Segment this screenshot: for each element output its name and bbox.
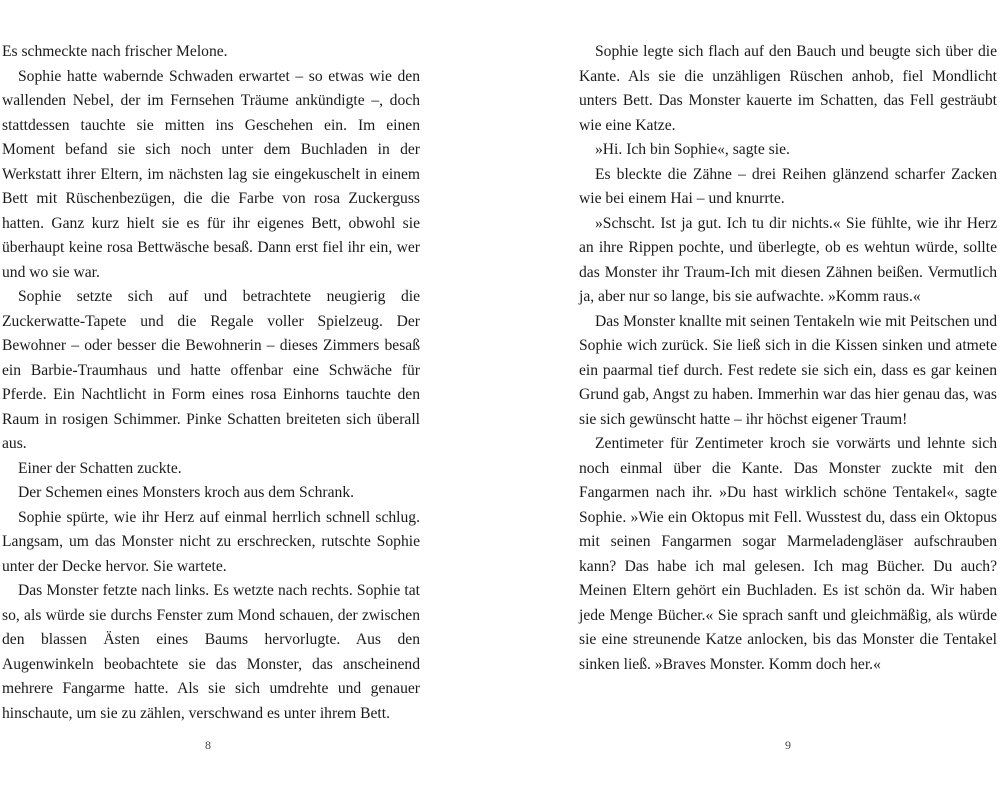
paragraph: »Schscht. Ist ja gut. Ich tu dir nichts.« Sie fühlte, wie ihr Herz an ihre Rippen pochte, und überlegte, ob es wehtun würde, sollte das Monster ihr Traum-Ich mit diesen Zähnen beißen. Vermutlich ja, aber nur so lange, bis sie aufwachte. »Komm raus.« (579, 214, 997, 305)
paragraph: Es schmeckte nach frischer Melone. (2, 43, 228, 60)
page-number-right: 9 (785, 738, 791, 752)
paragraph: Es bleckte die Zähne – drei Reihen glänzend scharfer Zacken wie bei einem Hai – und knurrte. (579, 165, 997, 207)
left-page (2, 40, 420, 760)
paragraph: Sophie spürte, wie ihr Herz auf einmal herrlich schnell schlug. Langsam, um das Monster nicht zu erschrecken, rutschte Sophie unter der Decke hervor. Sie wartete. (2, 508, 420, 575)
page-number-left: 8 (205, 738, 211, 752)
paragraph: Zentimeter für Zentimeter kroch sie vorwärts und lehnte sich noch einmal über die Kante. Das Monster zuckte mit den Fangarmen nach ihr. »Du hast wirklich schöne Tentakel«, sagte Sophie. »Wie ein Oktopus mit Fell. Wusstest du, dass ein Oktopus mit seinen Fangarmen sogar Marmeladengläser aufschrauben kann? Das habe ich mal gelesen. Ich mag Bücher. Du auch? Meinen Eltern gehört ein Buchladen. Es ist schön da. Wir haben jede Menge Bücher.« Sie sprach sanft und gleichmäßig, als würde sie eine streunende Katze anlocken, bis das Monster die Tentakel sinken ließ. »Braves Monster. Komm doch her.« (579, 435, 997, 673)
paragraph: »Hi. Ich bin Sophie«, sagte sie. (595, 141, 790, 158)
right-page (579, 40, 997, 760)
paragraph: Sophie hatte wabernde Schwaden erwartet – so etwas wie den wallenden Nebel, der im Fernsehen Träume ankündigte –, doch stattdessen tauchte sie mitten ins Geschehen ein. Im einen Moment befand sie sich noch unter dem Buchladen in der Werkstatt ihrer Eltern, im nächsten lag sie eingekuschelt in einem Bett mit Rüschenbezügen, die die Farbe von rosa Zuckerguss hatten. Ganz kurz hielt sie es für ihr eigenes Bett, obwohl sie überhaupt keine rosa Bettwäsche besaß. Dann erst fiel ihr ein, wer und wo sie war. (2, 67, 420, 281)
paragraph: Sophie setzte sich auf und betrachtete neugierig die Zuckerwatte-Tapete und die Regale voller Spielzeug. Der Bewohner – oder besser die Bewohnerin – dieses Zimmers besaß ein Barbie-Traumhaus und hatte offenbar eine Schwäche für Pferde. Ein Nachtlicht in Form eines rosa Einhorns tauchte den Raum in rosigen Schimmer. Pinke Schatten breiteten sich überall aus. (2, 288, 420, 452)
paragraph: Einer der Schatten zuckte. (18, 459, 182, 477)
paragraph: Das Monster knallte mit seinen Tentakeln wie mit Peitschen und Sophie wich zurück. Sie ließ sich in die Kissen sinken und atmete ein paarmal tief durch. Fest redete sie sich ein, dass es gar keinen Grund gab, Angst zu haben. Immerhin war das hier genau das, was sie sich gewünscht hatte – ihr höchst eigener Traum! (579, 312, 997, 428)
paragraph: Das Monster fetzte nach links. Es wetzte nach rechts. Sophie tat so, als würde sie durchs Fenster zum Mond schauen, der zwischen den blassen Ästen eines Baums hervorlugte. Aus den Augenwinkeln beobachtete sie das Monster, das anscheinend mehrere Fangarme hatte. Als sie sich umdrehte und genauer hinschaute, um sie zu zählen, verschwand es unter ihrem Bett. (2, 582, 420, 722)
paragraph: Der Schemen eines Monsters kroch aus dem Schrank. (18, 484, 355, 501)
paragraph: Sophie legte sich flach auf den Bauch und beugte sich über die Kante. Als sie die unzähligen Rüschen anhob, fiel Mondlicht unters Bett. Das Monster kauerte im Schatten, das Fell gesträubt wie eine Katze. (579, 43, 997, 134)
